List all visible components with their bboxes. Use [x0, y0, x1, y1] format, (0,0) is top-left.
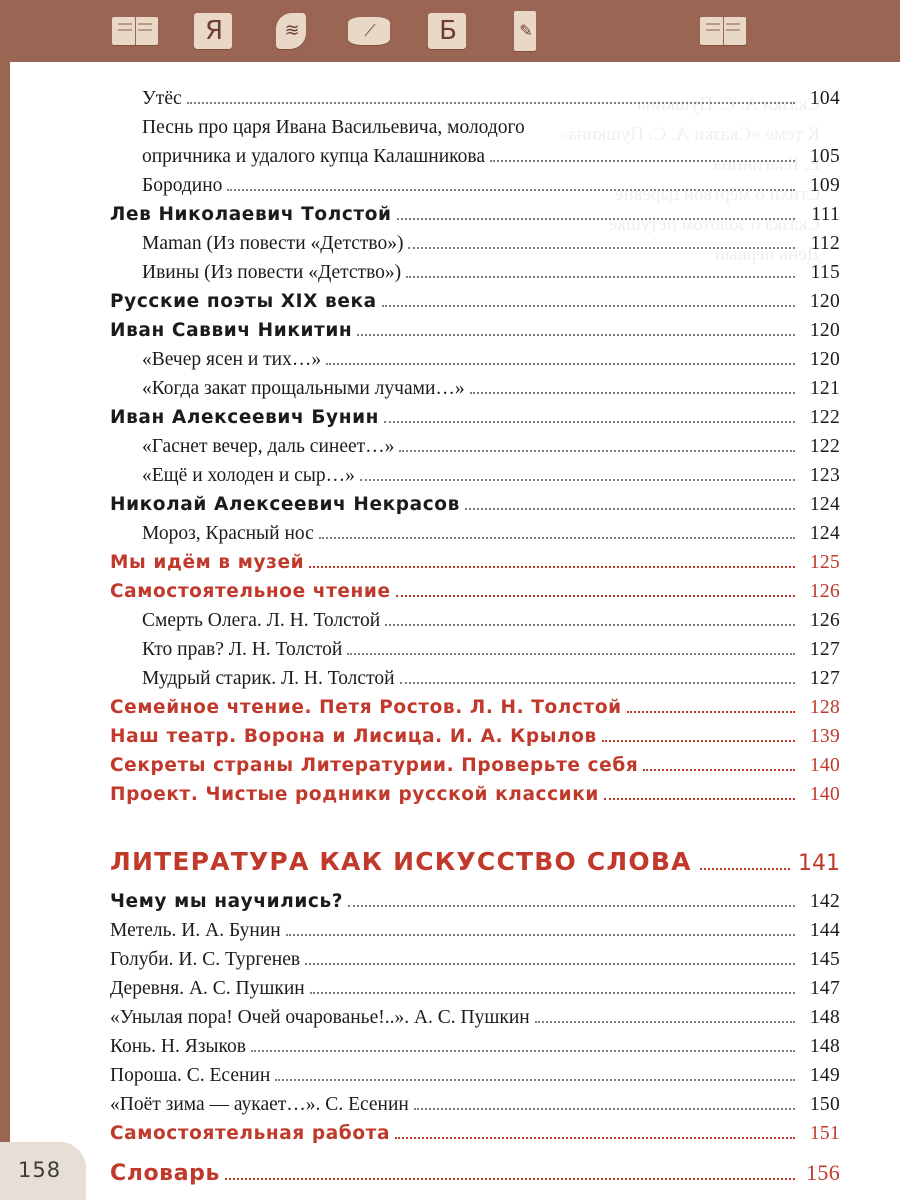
toc-entry[interactable] [142, 519, 840, 548]
toc-entry-title: Мудрый старик. Л. Н. Толстой [142, 668, 395, 689]
leader-dots [602, 739, 795, 742]
leader-dots [414, 1107, 795, 1110]
toc-entry-page: 149 [809, 1065, 840, 1086]
toc-entry-title: Проект. Чистые родники русской классики [110, 784, 599, 805]
toc-entry-page: 123 [809, 465, 840, 486]
leader-dots [399, 449, 795, 452]
toc-entry[interactable] [142, 142, 840, 171]
toc-entry-page: 127 [809, 668, 840, 689]
toc-entry-page: 127 [809, 639, 840, 660]
toc-entry-page: 156 [806, 1160, 840, 1185]
leader-dots [490, 159, 795, 162]
toc-entry[interactable] [142, 432, 840, 461]
toc-entry-title: Пороша. С. Есенин [110, 1065, 271, 1086]
toc-entry-title: Наш театр. Ворона и Лисица. И. А. Крылов [110, 726, 597, 747]
leader-dots [643, 768, 795, 771]
toc-entry-rubric[interactable] [110, 722, 840, 751]
leader-dots [700, 867, 790, 870]
leader-dots [305, 962, 795, 965]
stamp-icon: Б [422, 11, 474, 51]
toc-entry-page: 125 [809, 552, 840, 573]
letter-tile-icon: Я [188, 11, 240, 51]
toc-entry-title: Русские поэты XIX века [110, 291, 377, 312]
toc-entry-page: 144 [809, 920, 840, 941]
toc-section-heading[interactable] [110, 847, 840, 877]
toc-entry[interactable] [110, 1090, 840, 1119]
toc-entry-page: 151 [809, 1123, 840, 1144]
leader-dots [385, 623, 795, 626]
toc-entry-title: «Гаснет вечер, даль синеет…» [142, 436, 395, 457]
toc-entry-page: 128 [809, 697, 840, 718]
leader-dots [382, 304, 795, 307]
toc-entry-title: Иван Алексеевич Бунин [110, 407, 380, 428]
toc-entry-page: 126 [809, 581, 840, 602]
toc-entry-title: Мы идём в музей [110, 552, 305, 573]
leader-dots [408, 246, 795, 249]
decorative-header-band [0, 0, 900, 62]
page-left-decor-edge [0, 0, 62, 1200]
leader-dots [275, 1078, 795, 1081]
leader-dots [360, 478, 795, 481]
toc-entry-page: 121 [809, 378, 840, 399]
leader-dots [384, 420, 795, 423]
leader-dots [310, 991, 795, 994]
toc-entry-title: Бородино [142, 175, 223, 196]
section-heading-title: ЛИТЕРАТУРА КАК ИСКУССТВО СЛОВА [110, 847, 692, 876]
toc-entry-title: опричника и удалого купца Калашникова [142, 146, 485, 167]
toc-entry[interactable] [142, 635, 840, 664]
table-of-contents [110, 84, 840, 1188]
leader-dots [326, 362, 795, 365]
toc-entry[interactable] [142, 345, 840, 374]
toc-entry-author[interactable] [110, 316, 840, 345]
toc-entry-page: 148 [809, 1007, 840, 1028]
toc-entry-title: Николай Алексеевич Некрасов [110, 494, 460, 515]
toc-entry-page: 142 [809, 891, 840, 912]
toc-entry-page: 109 [809, 175, 840, 196]
toc-entry-title: Кто прав? Л. Н. Толстой [142, 639, 343, 660]
toc-entry-rubric[interactable] [110, 577, 840, 606]
toc-entry-page: 147 [809, 978, 840, 999]
leader-dots [470, 391, 795, 394]
toc-entry-page: 124 [809, 523, 840, 544]
leader-dots [227, 188, 795, 191]
toc-entry[interactable] [110, 1003, 840, 1032]
leader-dots [535, 1020, 795, 1023]
page-margin [10, 62, 63, 1142]
leader-dots [286, 933, 795, 936]
toc-entry-title: Смерть Олега. Л. Н. Толстой [142, 610, 381, 631]
leader-dots [309, 565, 795, 568]
toc-entry-title: Мороз, Красный нос [142, 523, 314, 544]
open-book-icon [698, 11, 750, 51]
leader-dots [348, 904, 795, 907]
toc-entry-page: 115 [810, 262, 840, 283]
toc-entry-title: «Поёт зима — аукает…». С. Есенин [110, 1094, 409, 1115]
toc-entry-rubric[interactable] [110, 548, 840, 577]
pencil-icon: ✎ [500, 11, 552, 51]
leader-dots [465, 507, 795, 510]
toc-entry[interactable] [142, 171, 840, 200]
toc-entry-page: 112 [810, 233, 840, 254]
toc-entry-page: 105 [809, 146, 840, 167]
toc-entry[interactable] [142, 258, 840, 287]
toc-entry-title: Метель. И. А. Бунин [110, 920, 281, 941]
toc-entry[interactable] [142, 84, 840, 113]
toc-entry-title: Самостоятельное чтение [110, 581, 391, 602]
leader-dots [357, 333, 795, 336]
toc-entry-title: «Когда закат прощальными лучами…» [142, 378, 465, 399]
birch-bark-icon: ≋ [266, 11, 318, 51]
toc-entry[interactable] [110, 945, 840, 974]
leader-dots [396, 594, 795, 597]
toc-entry-title: «Вечер ясен и тих…» [142, 349, 322, 370]
toc-entry-title: Maman (Из повести «Детство») [142, 233, 404, 254]
toc-entry-page: 104 [809, 88, 840, 109]
toc-entry-title: Словарь [110, 1161, 220, 1186]
toc-entry-rubric[interactable] [110, 693, 840, 722]
toc-entry-section[interactable] [110, 287, 840, 316]
toc-entry-page: 150 [809, 1094, 840, 1115]
leader-dots [604, 797, 795, 800]
toc-entry[interactable] [110, 916, 840, 945]
toc-entry-title: Иван Саввич Никитин [110, 320, 353, 341]
toc-entry[interactable] [142, 664, 840, 693]
page-number-tab [0, 1142, 86, 1200]
toc-entry-rubric[interactable] [110, 1119, 840, 1148]
toc-entry-page: 139 [809, 726, 840, 747]
section-heading-page: 141 [798, 851, 840, 876]
toc-entry-author[interactable] [110, 490, 840, 519]
toc-entry-title: Лев Николаевич Толстой [110, 204, 392, 225]
toc-entry[interactable] [110, 1061, 840, 1090]
toc-entry-title: Конь. Н. Языков [110, 1036, 246, 1057]
toc-entry-title: Секреты страны Литературии. Проверьте себя [110, 755, 639, 776]
toc-entry-title: Семейное чтение. Петя Ростов. Л. Н. Толстой [110, 697, 622, 718]
scroll-icon: ⟋ [344, 11, 396, 51]
toc-entry-title: «Унылая пора! Очей очарованье!..». А. С. Пушкин [110, 1007, 530, 1028]
toc-entry-rubric[interactable] [110, 887, 840, 916]
page-number: 158 [18, 1158, 62, 1182]
toc-entry-title: Самостоятельная работа [110, 1123, 391, 1144]
toc-entry-page: 140 [809, 755, 840, 776]
toc-entry-title: Утёс [142, 88, 182, 109]
toc-entry-rubric[interactable] [110, 751, 840, 780]
toc-entry-title: Голуби. И. С. Тургенев [110, 949, 301, 970]
toc-entry-page: 120 [809, 320, 840, 341]
leader-dots [406, 275, 795, 278]
toc-entry-page: 148 [809, 1036, 840, 1057]
leader-dots [400, 681, 795, 684]
toc-entry[interactable] [142, 461, 840, 490]
leader-dots [627, 710, 795, 713]
toc-entry-wrapped-line[interactable]: Песнь про царя Ивана Васильевича, молодого [142, 117, 525, 138]
toc-entry[interactable] [142, 606, 840, 635]
leader-dots [397, 217, 795, 220]
leader-dots [395, 1136, 795, 1139]
toc-entry-page: 126 [809, 610, 840, 631]
toc-entry-title: «Ещё и холоден и сыр…» [142, 465, 355, 486]
toc-entry-title: Ивины (Из повести «Детство») [142, 262, 402, 283]
toc-entry-page: 120 [809, 349, 840, 370]
toc-entry-page: 120 [809, 291, 840, 312]
toc-entry-page: 111 [811, 204, 840, 225]
toc-entry-rubric[interactable] [110, 1158, 840, 1188]
toc-entry-title: Деревня. А. С. Пушкин [110, 978, 305, 999]
leader-dots [319, 536, 795, 539]
open-book-icon [110, 11, 162, 51]
leader-dots [251, 1049, 795, 1052]
toc-entry-page: 145 [809, 949, 840, 970]
toc-entry-page: 122 [809, 436, 840, 457]
leader-dots [225, 1177, 795, 1180]
toc-entry-page: 122 [809, 407, 840, 428]
leader-dots [187, 101, 795, 104]
toc-entry-title: Чему мы научились? [110, 891, 344, 912]
toc-entry-author[interactable] [110, 200, 840, 229]
toc-entry-author[interactable] [110, 403, 840, 432]
toc-entry-rubric[interactable] [110, 780, 840, 809]
toc-entry-page: 140 [809, 784, 840, 805]
toc-entry[interactable] [110, 974, 840, 1003]
toc-entry[interactable] [142, 229, 840, 258]
toc-entry-page: 124 [809, 494, 840, 515]
toc-entry[interactable] [142, 374, 840, 403]
toc-entry[interactable] [110, 1032, 840, 1061]
leader-dots [347, 652, 795, 655]
